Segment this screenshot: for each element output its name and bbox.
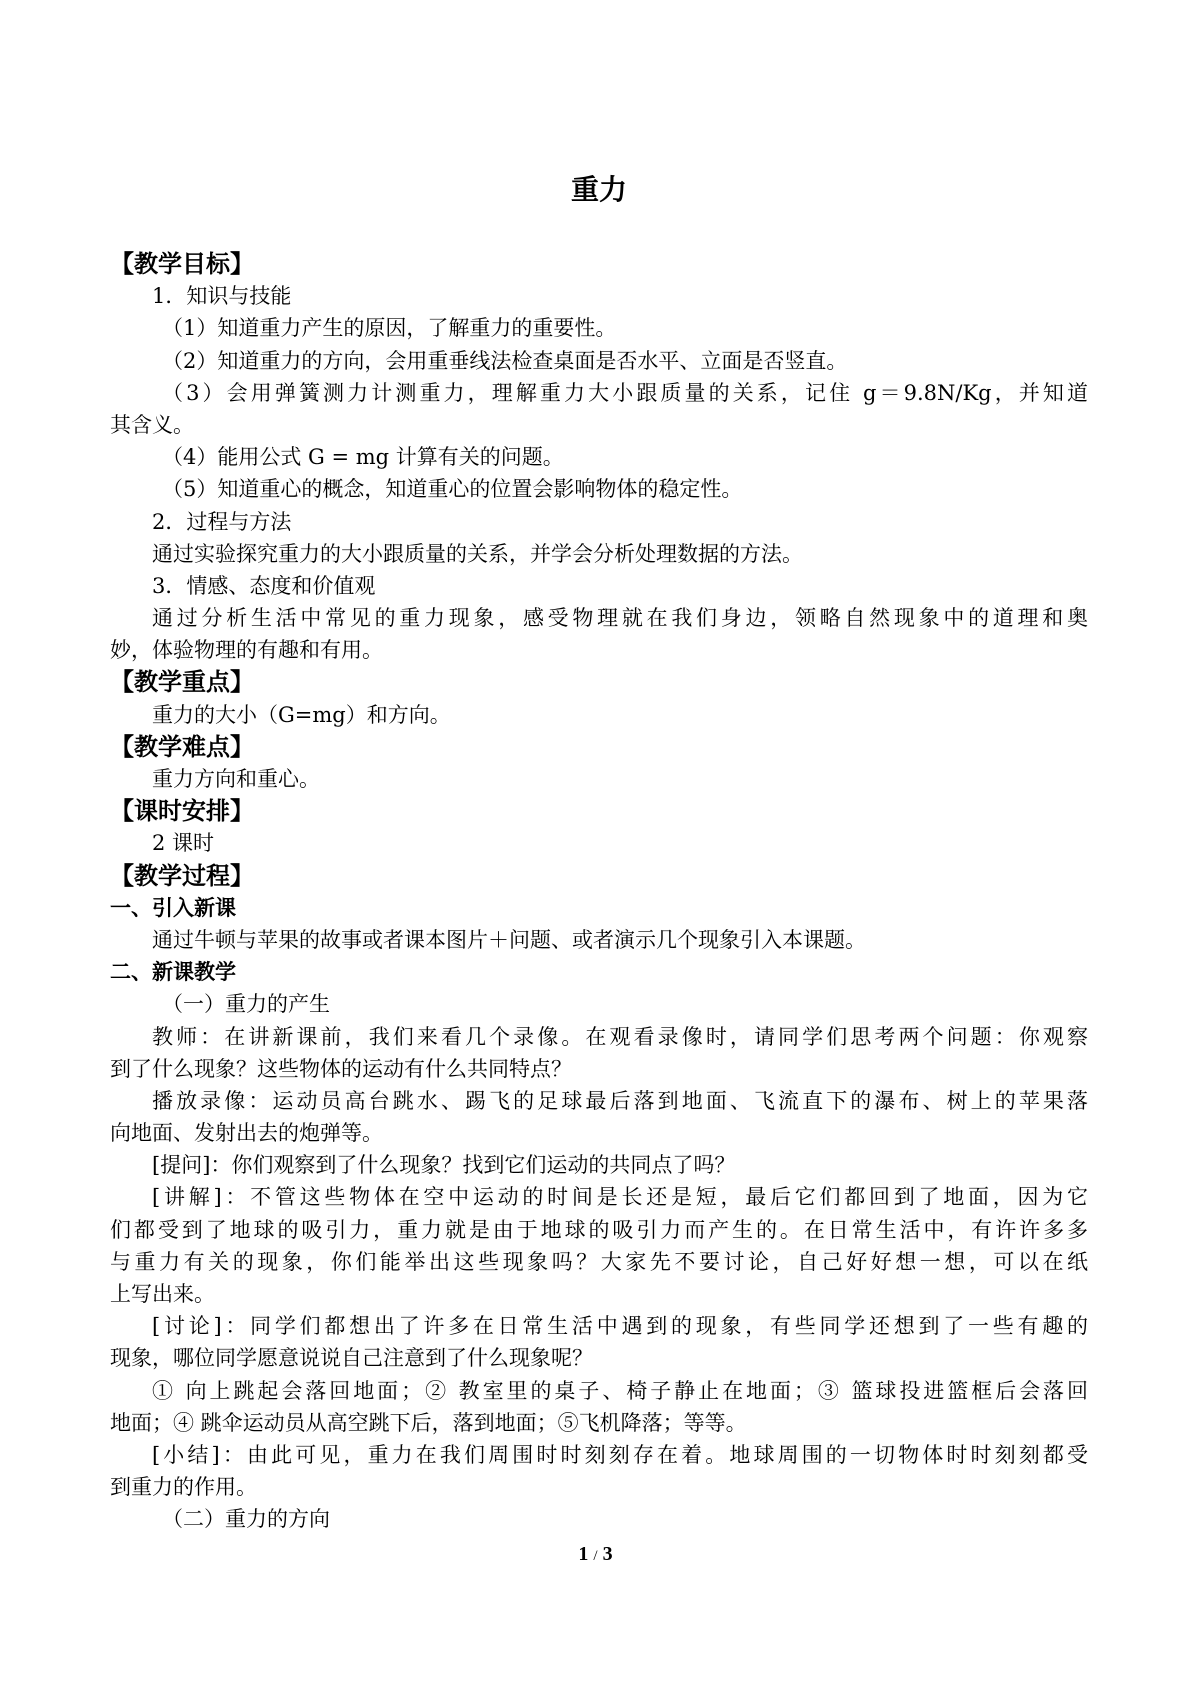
text-line: （4）能用公式 G = mg 计算有关的问题。 (162, 445, 564, 470)
text-line: 2．过程与方法 (152, 509, 292, 534)
text-line: 们都受到了地球的吸引力，重力就是由于地球的吸引力而产生的。在日常生活中，有许许多多 (110, 1217, 1088, 1242)
text-line: 通过实验探究重力的大小跟质量的关系，并学会分析处理数据的方法。 (152, 541, 803, 566)
text-line: 到重力的作用。 (110, 1475, 257, 1500)
section-heading: 【教学目标】 (110, 250, 254, 278)
text-line: 重力的大小（G=mg）和方向。 (152, 702, 451, 727)
text-line: （3）会用弹簧测力计测重力，理解重力大小跟质量的关系，记住 g＝9.8N/Kg，并知道 (162, 380, 1088, 405)
section-heading: 【教学重点】 (110, 668, 254, 697)
section-heading: 一、引入新课 (110, 895, 236, 920)
text-line: （二）重力的方向 (162, 1507, 330, 1532)
text-line: 向地面、发射出去的炮弹等。 (110, 1121, 383, 1146)
text-line: [讲解]：不管这些物体在空中运动的时间是长还是短，最后它们都回到了地面，因为它 (152, 1185, 1088, 1210)
page-total: 3 (602, 1543, 613, 1565)
page-number (0, 1543, 1191, 1566)
text-line: [讨论]：同学们都想出了许多在日常生活中遇到的现象，有些同学还想到了一些有趣的 (152, 1314, 1088, 1339)
text-line: [小结]：由此可见，重力在我们周围时时刻刻存在着。地球周围的一切物体时时刻刻都受 (152, 1442, 1088, 1467)
section-heading: 二、新课教学 (110, 960, 236, 985)
text-line: （2）知道重力的方向，会用重垂线法检查桌面是否水平、立面是否竖直。 (162, 348, 848, 373)
text-line: 3．情感、态度和价值观 (152, 573, 376, 598)
section-heading: 【课时安排】 (110, 797, 254, 826)
text-line: [提问]：你们观察到了什么现象？找到它们运动的共同点了吗？ (152, 1153, 736, 1178)
text-line: （5）知道重心的概念，知道重心的位置会影响物体的稳定性。 (162, 477, 743, 502)
text-line: 2 课时 (152, 831, 215, 856)
text-line: 教师：在讲新课前，我们来看几个录像。在观看录像时，请同学们思考两个问题：你观察 (152, 1024, 1088, 1049)
text-line: 妙，体验物理的有趣和有用。 (110, 638, 383, 663)
page-title: 重力 (570, 173, 627, 206)
text-line: （一）重力的产生 (162, 992, 330, 1017)
page-separator: / (593, 1548, 598, 1564)
text-line: 重力方向和重心。 (152, 767, 320, 791)
text-line: 上写出来。 (110, 1282, 215, 1306)
text-line: 通过分析生活中常见的重力现象，感受物理就在我们身边，领略自然现象中的道理和奥 (152, 606, 1088, 631)
document-body (110, 248, 1088, 1536)
text-line: 通过牛顿与苹果的故事或者课本图片＋问题、或者演示几个现象引入本课题。 (152, 927, 866, 952)
section-heading: 【教学过程】 (110, 861, 254, 890)
text-line: 1．知识与技能 (152, 284, 292, 309)
page-current: 1 (578, 1543, 589, 1565)
text-line: 到了什么现象？这些物体的运动有什么共同特点？ (110, 1056, 572, 1081)
text-line: ① 向上跳起会落回地面；② 教室里的桌子、椅子静止在地面；③ 篮球投进篮框后会落回 (152, 1378, 1088, 1403)
text-line: （1）知道重力产生的原因，了解重力的重要性。 (162, 316, 617, 341)
text-line: 与重力有关的现象，你们能举出这些现象吗？大家先不要讨论，自己好好想一想，可以在纸 (110, 1249, 1088, 1274)
section-heading: 【教学难点】 (110, 732, 254, 761)
text-line: 播放录像：运动员高台跳水、踢飞的足球最后落到地面、飞流直下的瀑布、树上的苹果落 (152, 1088, 1088, 1113)
text-line: 其含义。 (110, 412, 194, 437)
text-line: 地面；④ 跳伞运动员从高空跳下后，落到地面；⑤飞机降落；等等。 (110, 1410, 747, 1435)
text-line: 现象，哪位同学愿意说说自己注意到了什么现象呢？ (110, 1346, 593, 1371)
